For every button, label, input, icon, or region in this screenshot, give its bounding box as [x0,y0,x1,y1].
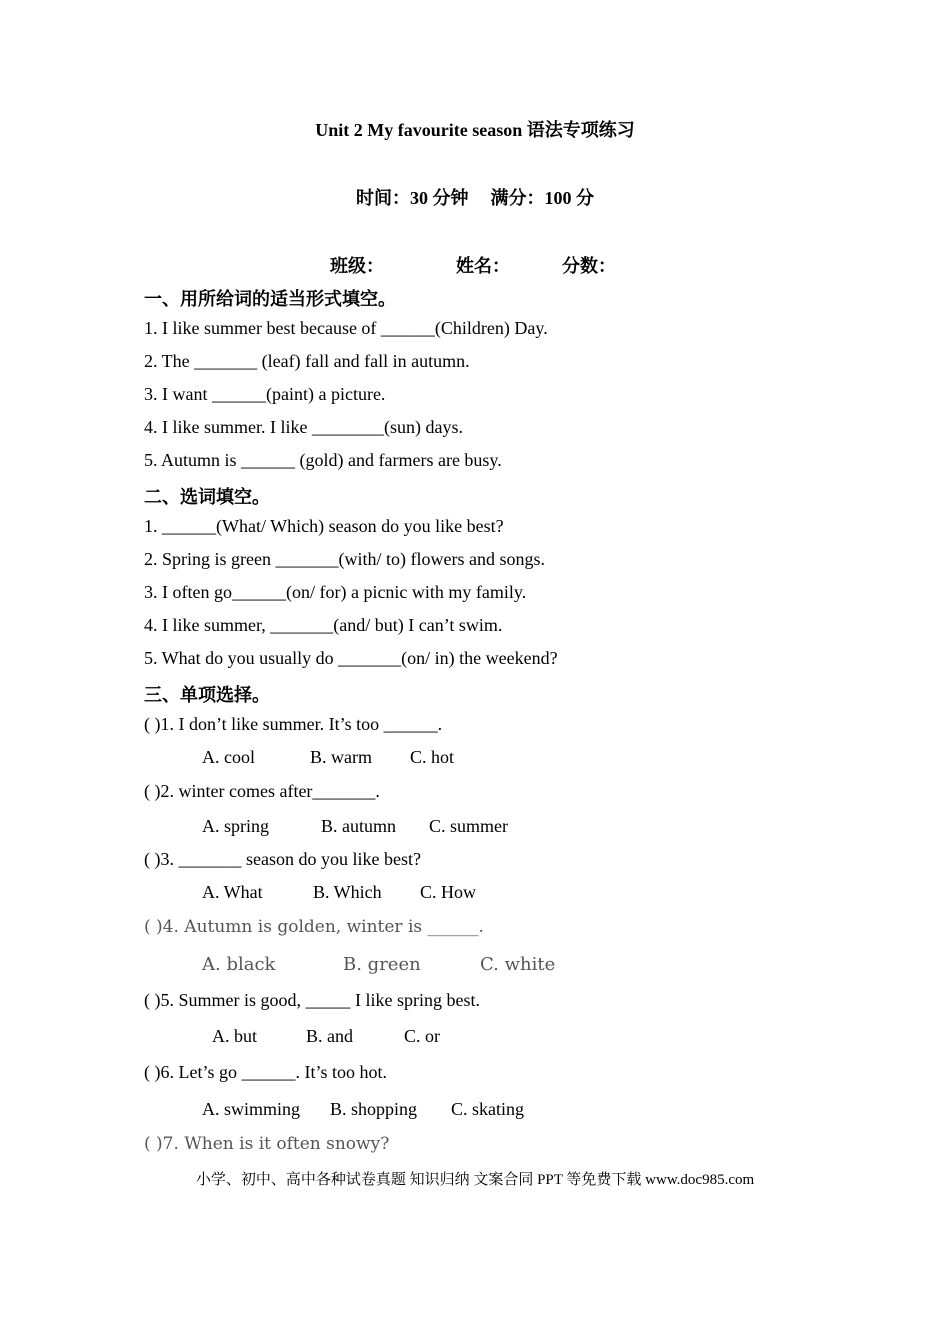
q7-stem: ( )7. When is it often snowy? [144,1134,390,1154]
q4-option-a: A. black [202,954,276,975]
student-fields [330,252,616,278]
s1-item-3: 3. I want ______(paint) a picture. [144,384,386,404]
q4-option-b: B. green [343,954,421,975]
section1-heading: 一、用所给词的适当形式填空。 [144,289,396,310]
s1-item-1: 1. I like summer best because of ______(Children) Day. [144,318,548,338]
section2-heading: 二、选词填空。 [144,487,270,508]
s2-item-4: 4. I like summer, _______(and/ but) I can’t swim. [144,615,503,635]
q1-option-b: B. warm [310,747,372,767]
score-label: 分数： [562,256,616,276]
page-title: Unit 2 My favourite season 语法专项练习 [315,120,635,140]
q6-options [202,1099,524,1120]
q3-option-c: C. How [420,882,477,902]
s2-item-1: 1. ______(What/ Which) season do you like best? [144,516,504,536]
s1-item-2: 2. The _______ (leaf) fall and fall in autumn. [144,351,470,371]
q5-option-a: A. but [212,1026,257,1046]
q5-stem: ( )5. Summer is good, _____ I like spring best. [144,990,480,1010]
q2-option-a: A. spring [202,816,269,836]
q3-stem: ( )3. _______ season do you like best? [144,849,421,869]
q6-stem: ( )6. Let’s go ______. It’s too hot. [144,1062,387,1082]
time-limit: 时间：30 分钟 [356,188,469,208]
q2-stem: ( )2. winter comes after_______. [144,781,380,801]
s1-item-4: 4. I like summer. I like ________(sun) days. [144,417,463,437]
q1-option-c: C. hot [410,747,455,767]
q2-options [202,816,508,837]
q4-options [202,954,555,975]
q1-options [202,747,454,768]
q3-options [202,882,476,903]
s2-item-3: 3. I often go______(on/ for) a picnic with my family. [144,582,527,602]
q3-option-b: B. Which [313,882,382,902]
s2-item-5: 5. What do you usually do _______(on/ in) the weekend? [144,648,558,668]
q6-option-c: C. skating [451,1099,525,1119]
name-label: 姓名： [456,256,510,276]
q6-option-a: A. swimming [202,1099,301,1119]
page-footer: 小学、初中、高中各种试卷真题 知识归纳 文案合同 PPT 等免费下载 www.doc985.com [195,1172,755,1188]
q5-option-c: C. or [404,1026,440,1046]
q1-option-a: A. cool [202,747,255,767]
class-label: 班级： [330,256,384,276]
q6-option-b: B. shopping [330,1099,418,1119]
q2-option-b: B. autumn [321,816,396,836]
exam-meta [0,184,950,210]
q1-stem: ( )1. I don’t like summer. It’s too ______. [144,714,443,734]
q2-option-c: C. summer [429,816,508,836]
q5-option-b: B. and [306,1026,353,1046]
section3-heading: 三、单项选择。 [144,685,270,706]
full-score: 满分：100 分 [490,188,594,208]
s1-item-5: 5. Autumn is ______ (gold) and farmers are busy. [144,450,502,470]
q4-option-c: C. white [480,954,556,975]
q4-stem: ( )4. Autumn is golden, winter is ______. [144,917,484,937]
s2-item-2: 2. Spring is green _______(with/ to) flowers and songs. [144,549,545,569]
q3-option-a: A. What [202,882,263,902]
q5-options [212,1026,440,1047]
